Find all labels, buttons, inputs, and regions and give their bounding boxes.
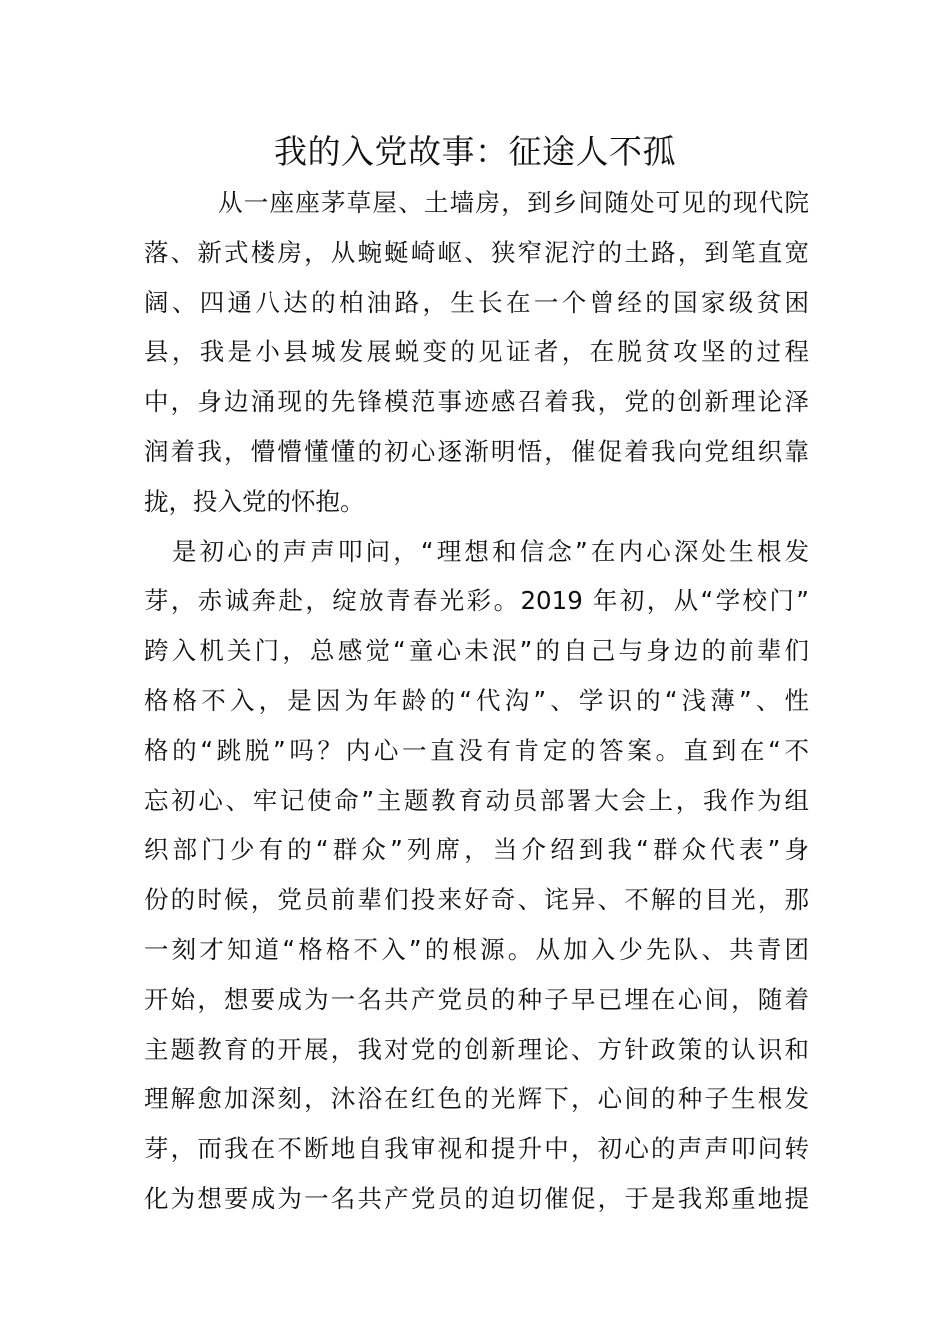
paragraph-1-line-3: 阔、四通八达的柏油路，生长在一个曾经的国家级贫困 bbox=[144, 287, 809, 317]
paragraph-2-line-13: 芽，而我在不断地自我审视和提升中，初心的声声叩问转 bbox=[144, 1134, 809, 1164]
paragraph-2-line-14: 化为想要成为一名共产党员的迫切催促，于是我郑重地提 bbox=[144, 1183, 809, 1213]
paragraph-2-line-11: 主题教育的开展，我对党的创新理论、方针政策的认识和 bbox=[144, 1034, 809, 1064]
paragraph-2-line-5: 格的“跳脱”吗？内心一直没有肯定的答案。直到在“不 bbox=[144, 735, 809, 765]
paragraph-2-line-1: 是初心的声声叩问，“理想和信念”在内心深处生根发 bbox=[172, 536, 809, 566]
paragraph-1-line-4: 县，我是小县城发展蜕变的见证者，在脱贫攻坚的过程 bbox=[144, 337, 809, 367]
paragraph-1-line-6: 润着我，懵懵懂懂的初心逐渐明悟，催促着我向党组织靠 bbox=[144, 436, 809, 466]
paragraph-1-line-7: 拢，投入党的怀抱。 bbox=[144, 486, 365, 516]
paragraph-2-line-7: 织部门少有的“群众”列席，当介绍到我“群众代表”身 bbox=[144, 835, 809, 865]
paragraph-1-line-5: 中，身边涌现的先锋模范事迹感召着我，党的创新理论泽 bbox=[144, 387, 809, 417]
paragraph-2-line-3: 跨入机关门，总感觉“童心未泯”的自己与身边的前辈们 bbox=[144, 636, 809, 666]
paragraph-2-line-8: 份的时候，党员前辈们投来好奇、诧异、不解的目光，那 bbox=[144, 885, 809, 915]
paragraph-2-line-12: 理解愈加深刻，沐浴在红色的光辉下，心间的种子生根发 bbox=[144, 1084, 809, 1114]
document-title: 我的入党故事：征途人不孤 bbox=[274, 132, 676, 171]
paragraph-2-line-10: 开始，想要成为一名共产党员的种子早已埋在心间，随着 bbox=[144, 984, 809, 1014]
paragraph-1-line-2: 落、新式楼房，从蜿蜒崎岖、狭窄泥泞的土路，到笔直宽 bbox=[144, 237, 809, 267]
paragraph-2-line-9: 一刻才知道“格格不入”的根源。从加入少先队、共青团 bbox=[144, 934, 809, 964]
paragraph-2-line-2: 芽，赤诚奔赴，绽放青春光彩。2019 年初，从“学校门” bbox=[144, 586, 809, 616]
document-body bbox=[144, 178, 809, 1224]
paragraph-2-line-6: 忘初心、牢记使命”主题教育动员部署大会上，我作为组 bbox=[144, 785, 809, 815]
paragraph-1-line-1: 从一座座茅草屋、土墙房，到乡间随处可见的现代院 bbox=[218, 188, 809, 217]
paragraph-2-line-4: 格格不入，是因为年龄的“代沟”、学识的“浅薄”、性 bbox=[144, 685, 809, 715]
